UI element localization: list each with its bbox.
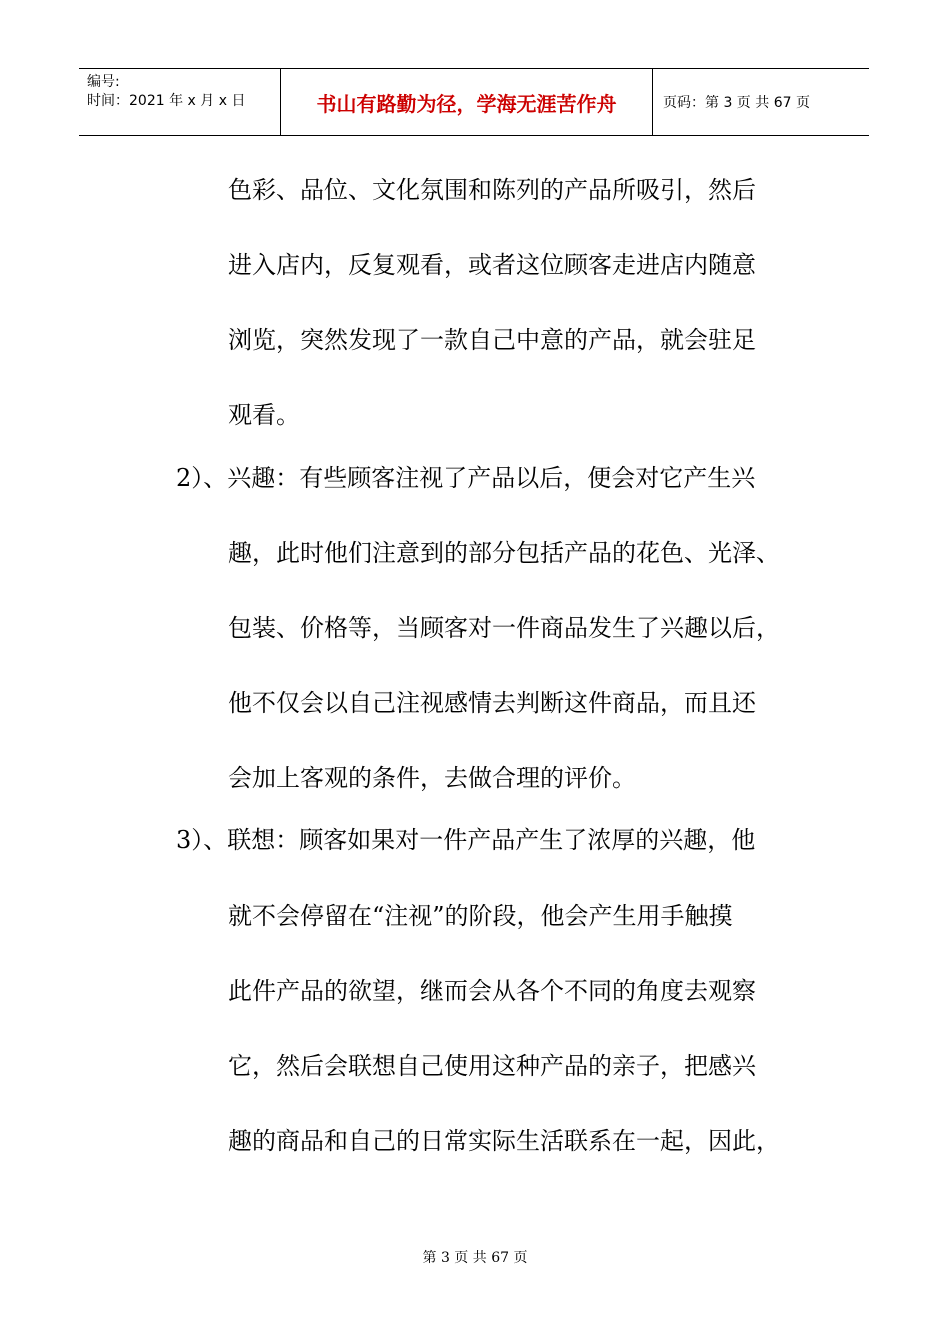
- body-line: 会加上客观的条件，去做合理的评价。: [228, 764, 636, 792]
- header-meta: [79, 69, 281, 135]
- header-page-code: 页码：第 3 页 共 67 页: [663, 95, 810, 111]
- body-line: 此件产品的欲望，继而会从各个不同的角度去观察: [228, 977, 756, 1005]
- body-line: 3）、联想：顾客如果对一件产品产生了浓厚的兴趣，他: [176, 826, 756, 854]
- body-line: 它，然后会联想自己使用这种产品的亲子，把感兴: [228, 1052, 756, 1080]
- page-header: [79, 68, 869, 136]
- header-motto: 书山有路勤为径，学海无涯苦作舟: [316, 91, 617, 116]
- document-time-label: 时间：2021 年 x 月 x 日: [87, 93, 246, 109]
- header-page-cell: [653, 69, 869, 135]
- header-motto-cell: [281, 69, 653, 135]
- body-line: 色彩、品位、文化氛围和陈列的产品所吸引，然后: [228, 176, 756, 204]
- document-number-label: 编号:: [87, 74, 120, 90]
- body-line: 观看。: [228, 401, 300, 429]
- body-line: 趣，此时他们注意到的部分包括产品的花色、光泽、: [228, 539, 780, 567]
- body-line: 就不会停留在“注视”的阶段，他会产生用手触摸: [228, 902, 733, 930]
- body-line: 进入店内，反复观看，或者这位顾客走进店内随意: [228, 251, 756, 279]
- body-line: 他不仅会以自己注视感情去判断这件商品，而且还: [228, 689, 756, 717]
- page-footer: 第 3 页 共 67 页: [422, 1250, 528, 1266]
- body-line: 2）、兴趣：有些顾客注视了产品以后，便会对它产生兴: [176, 464, 756, 492]
- body-line: 包装、价格等，当顾客对一件商品发生了兴趣以后，: [228, 614, 780, 642]
- body-line: 浏览，突然发现了一款自己中意的产品，就会驻足: [228, 326, 756, 354]
- body-line: 趣的商品和自己的日常实际生活联系在一起，因此，: [228, 1127, 780, 1155]
